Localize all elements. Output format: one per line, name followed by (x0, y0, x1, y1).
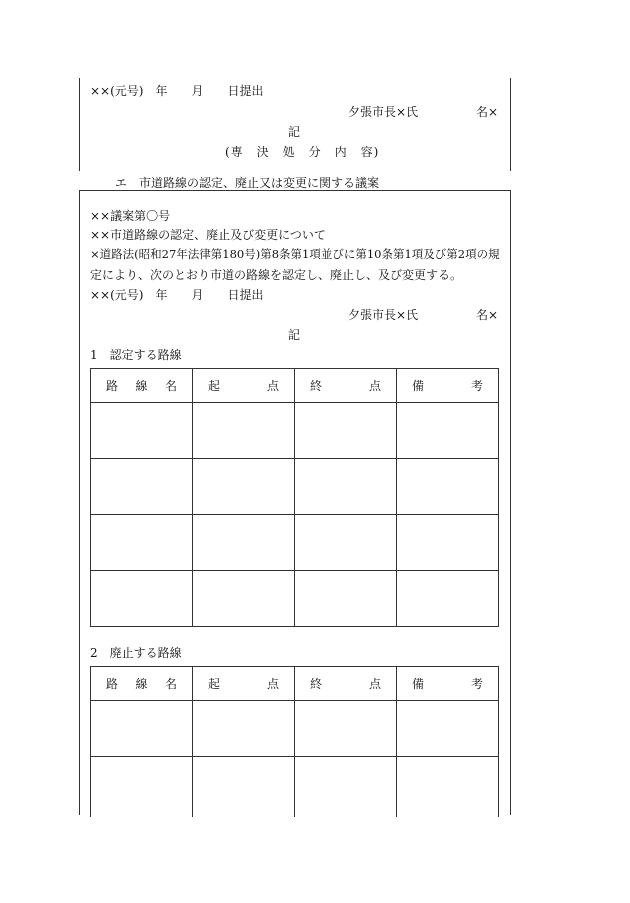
top-date-line: ××(元号) 年 月 日提出 (90, 84, 264, 98)
table-cell (91, 571, 193, 627)
header-char: 備 (412, 379, 425, 393)
table-cell (193, 757, 295, 817)
table-row (91, 515, 499, 571)
header-char: 線 (135, 677, 148, 691)
header-char: 備 (412, 677, 425, 691)
table-cell (91, 403, 193, 459)
header-char: 考 (470, 379, 483, 393)
header-char: 路 (106, 379, 119, 393)
header-char: 点 (368, 677, 381, 691)
table2-col-end (295, 667, 397, 701)
table1-col-end (295, 369, 397, 403)
doc-ki: 記 (288, 328, 301, 342)
doc-mayor-name: 夕張市長×氏 (348, 308, 419, 322)
table1-header-row (91, 369, 499, 403)
top-right-border (510, 78, 511, 171)
table-row (91, 571, 499, 627)
table-cell (295, 459, 397, 515)
table-row (91, 701, 499, 757)
table-cell (295, 571, 397, 627)
header-char: 終 (310, 677, 323, 691)
bill-subject: ××市道路線の認定、廃止及び変更について (90, 228, 326, 242)
doc-mayor-suffix: 名× (476, 308, 499, 322)
table-cell (295, 403, 397, 459)
table-cell (193, 459, 295, 515)
table1-heading: 1 認定する路線 (90, 348, 182, 362)
bill-number: ××議案第〇号 (90, 209, 171, 223)
header-char: 路 (106, 677, 119, 691)
table-cell (397, 757, 499, 817)
table-cell (295, 701, 397, 757)
table-cell (397, 571, 499, 627)
table-cell (91, 515, 193, 571)
table-cell (397, 459, 499, 515)
bill-body-line2: 定により、次のとおり市道の路線を認定し、廃止し、及び変更する。 (90, 268, 463, 282)
table2-col-remarks (397, 667, 499, 701)
table2-col-start (193, 667, 295, 701)
table-cell (397, 701, 499, 757)
header-char: 終 (310, 379, 323, 393)
table-cell (91, 757, 193, 817)
doc-date-line: ××(元号) 年 月 日提出 (90, 288, 264, 302)
doc-left-border (79, 190, 80, 815)
table-cell (193, 403, 295, 459)
doc-top-border (79, 190, 511, 191)
bill-body-line1: ×道路法(昭和27年法律第180号)第8条第1項並びに第10条第1項及び第2項の規 (90, 247, 500, 261)
top-left-border (79, 78, 80, 171)
table1-col-start (193, 369, 295, 403)
table-row (91, 459, 499, 515)
table-cell (295, 757, 397, 817)
table2-header-row (91, 667, 499, 701)
table-cell (397, 403, 499, 459)
table1-col-remarks (397, 369, 499, 403)
table-row (91, 757, 499, 817)
table1-col-route-name (91, 369, 193, 403)
header-char: 起 (208, 677, 221, 691)
table2-heading: 2 廃止する路線 (90, 646, 182, 660)
header-char: 点 (266, 379, 279, 393)
table-cell (193, 515, 295, 571)
table-cell (91, 701, 193, 757)
table2-col-route-name (91, 667, 193, 701)
top-ki: 記 (288, 125, 301, 139)
header-char: 点 (266, 677, 279, 691)
header-char: 考 (470, 677, 483, 691)
header-char: 線 (135, 379, 148, 393)
doc-right-border (510, 190, 511, 815)
top-content-label: (専 決 処 分 内 容) (225, 145, 380, 159)
table-cell (193, 571, 295, 627)
header-char: 起 (208, 379, 221, 393)
header-char: 点 (368, 379, 381, 393)
header-char: 名 (164, 379, 177, 393)
top-mayor-name: 夕張市長×氏 (348, 105, 419, 119)
table-cell (295, 515, 397, 571)
top-mayor-suffix: 名× (476, 105, 499, 119)
table-certify-routes (90, 368, 499, 627)
header-char: 名 (164, 677, 177, 691)
section-e-title: エ 市道路線の認定、廃止又は変更に関する議案 (115, 176, 380, 190)
table-row (91, 403, 499, 459)
table-cell (397, 515, 499, 571)
table-cell (193, 701, 295, 757)
table-cell (91, 459, 193, 515)
table-abolish-routes (90, 666, 499, 817)
